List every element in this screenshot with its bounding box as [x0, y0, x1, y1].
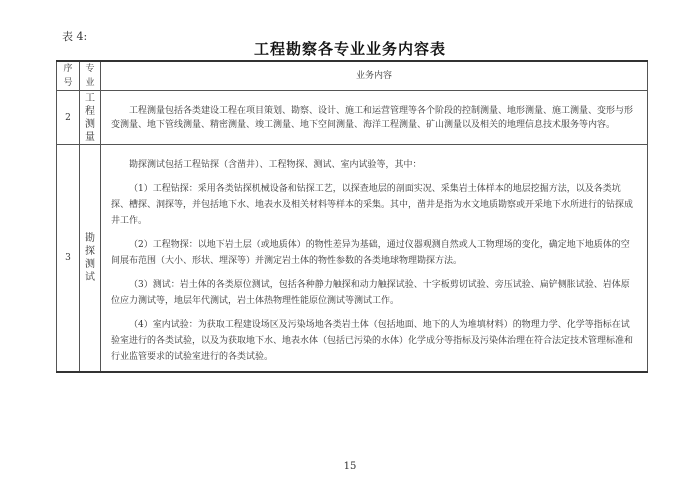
specialty-char: 试: [85, 272, 95, 283]
content-paragraph: （2）工程物探：以地下岩土层（或地质体）的物性差异为基础，通过仪器观测自然或人工物理场的变化，确定地下地质体的空间展布范围（大小、形状、埋深等）并测定岩土体的物性参数的各类地球物理勘探方法。: [111, 240, 630, 266]
content-paragraph: （1）工程钻探：采用各类钻探机械设备和钻探工艺，以探查地层的剖面实况、采集岩土体样本的地层挖掘方法，以及各类坑探、槽探、洞探等，并包括地下水、地表水及相关材料等样本的采集。其中，凿井是指为水文地质勘察或开采地下水所进行的钻探成井工作。: [111, 184, 634, 226]
content-paragraph: （3）测试：岩土体的各类原位测试，包括各种静力触探和动力触探试验、十字板剪切试验、旁压试验、扁铲侧胀试验、岩体原位应力测试等，地层年代测试，岩土体热物理性能原位测试等测试工作。: [111, 280, 630, 306]
header-number-char: 号: [63, 78, 73, 88]
specialty-char: 勘: [85, 233, 95, 244]
specialty-char: 测: [85, 259, 95, 270]
specialty-char: 量: [85, 131, 95, 143]
specialty-char: 程: [85, 105, 95, 117]
business-content-table: [56, 60, 648, 373]
row-number: 2: [57, 91, 80, 145]
row-content: [101, 145, 648, 373]
table-row: [57, 91, 648, 145]
header-number: [57, 61, 80, 91]
content-paragraph: 工程测量包括各类建设工程在项目策划、勘察、设计、施工和运营管理等各个阶段的控制测量、地形测量、施工测量、变形与形变测量、地下管线测量、精密测量、竣工测量、地下空间测量、海洋工程测量、矿山测量以及相关的地理信息技术服务等内容。: [111, 105, 634, 130]
specialty-char: 测: [85, 118, 95, 130]
page-number: 15: [343, 461, 357, 472]
header-number-char: 序: [63, 64, 73, 74]
header-specialty: [80, 61, 101, 91]
table-header-row: [57, 61, 648, 91]
table-row: [57, 145, 648, 373]
row-number: 3: [57, 145, 80, 373]
content-paragraph: 勘探测试包括工程钻探（含凿井）、工程物探、测试、室内试验等，其中：: [129, 160, 422, 170]
row-specialty: [80, 91, 101, 145]
row-content: [101, 91, 648, 145]
header-content: 业务内容: [101, 61, 648, 91]
document-title: 工程勘察各专业业务内容表: [253, 40, 446, 58]
row-specialty: [80, 145, 101, 373]
specialty-char: 探: [85, 246, 95, 257]
specialty-char: 工: [85, 92, 95, 104]
header-specialty-char: 业: [85, 78, 95, 88]
header-specialty-char: 专: [85, 64, 95, 74]
content-paragraph: （4）室内试验：为获取工程建设场区及污染场地各类岩土体（包括地面、地下的人为堆填材料）的物理力学、化学等指标在试验室进行的各类试验，以及为获取地下水、地表水体（包括已污染的水体）化学成分等指标及污染体治理在符合法定技术管理标准和行业监管要求的试验室进行的各类试验。: [111, 320, 634, 362]
table-label: 表 4:: [62, 30, 88, 43]
